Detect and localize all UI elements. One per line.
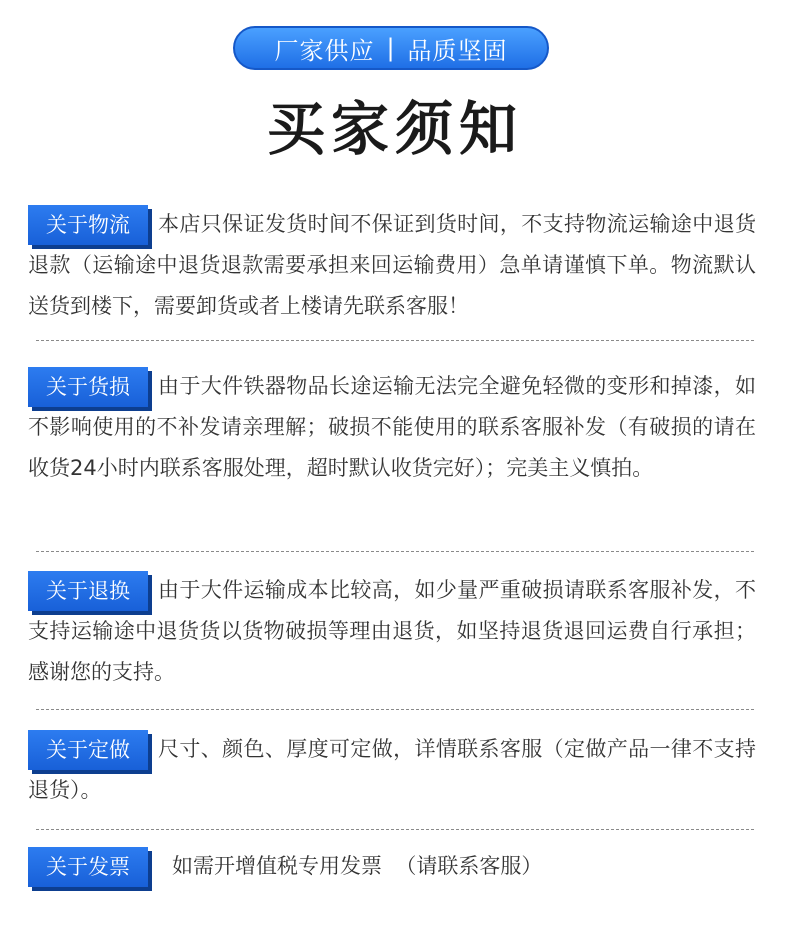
section-text-invoice: 如需开增值税专用发票 （请联系客服）: [172, 854, 543, 878]
section-text-logistics: 本店只保证发货时间不保证到货时间，不支持物流运输途中退货退款（运输途中退货退款需要承担来回运输费用）急单请谨慎下单。物流默认送货到楼下，需要卸货或者上楼请先联系客服！: [28, 212, 756, 318]
section-body: [28, 204, 756, 327]
section-body: [28, 729, 756, 811]
section-body: [28, 846, 756, 886]
section-tag-returns: 关于退换: [28, 571, 148, 611]
badge-separator: |: [386, 34, 396, 62]
section-damage: [28, 366, 756, 489]
badge-right-text: 品质坚固: [407, 36, 508, 65]
dashed-divider: [36, 709, 754, 710]
section-invoice: [28, 846, 756, 887]
section-custom: [28, 729, 756, 811]
section-tag-logistics: 关于物流: [28, 205, 148, 245]
dashed-divider: [36, 551, 754, 552]
section-returns: [28, 570, 756, 693]
section-text-returns: 由于大件运输成本比较高，如少量严重破损请联系客服补发，不支持运输途中退货货以货物破损等理由退货，如坚持退货退回运费自行承担；感谢您的支持。: [28, 578, 756, 684]
section-tag-damage: 关于货损: [28, 367, 148, 407]
section-body: [28, 366, 756, 489]
section-body: [28, 570, 756, 693]
header-badge: [233, 26, 549, 70]
section-logistics: [28, 204, 756, 327]
section-tag-invoice: 关于发票: [28, 847, 148, 887]
section-text-custom: 尺寸、颜色、厚度可定做，详情联系客服（定做产品一律不支持退货）。: [28, 737, 756, 802]
dashed-divider: [36, 829, 754, 830]
dashed-divider: [36, 340, 754, 341]
page-title: 买家须知: [266, 95, 523, 163]
section-tag-custom: 关于定做: [28, 730, 148, 770]
section-text-damage: 由于大件铁器物品长途运输无法完全避免轻微的变形和掉漆，如不影响使用的不补发请亲理解；破损不能使用的联系客服补发（有破损的请在收货24小时内联系客服处理，超时默认收货完好）；完美主义慎拍。: [28, 374, 756, 480]
badge-left-text: 厂家供应: [274, 36, 375, 65]
